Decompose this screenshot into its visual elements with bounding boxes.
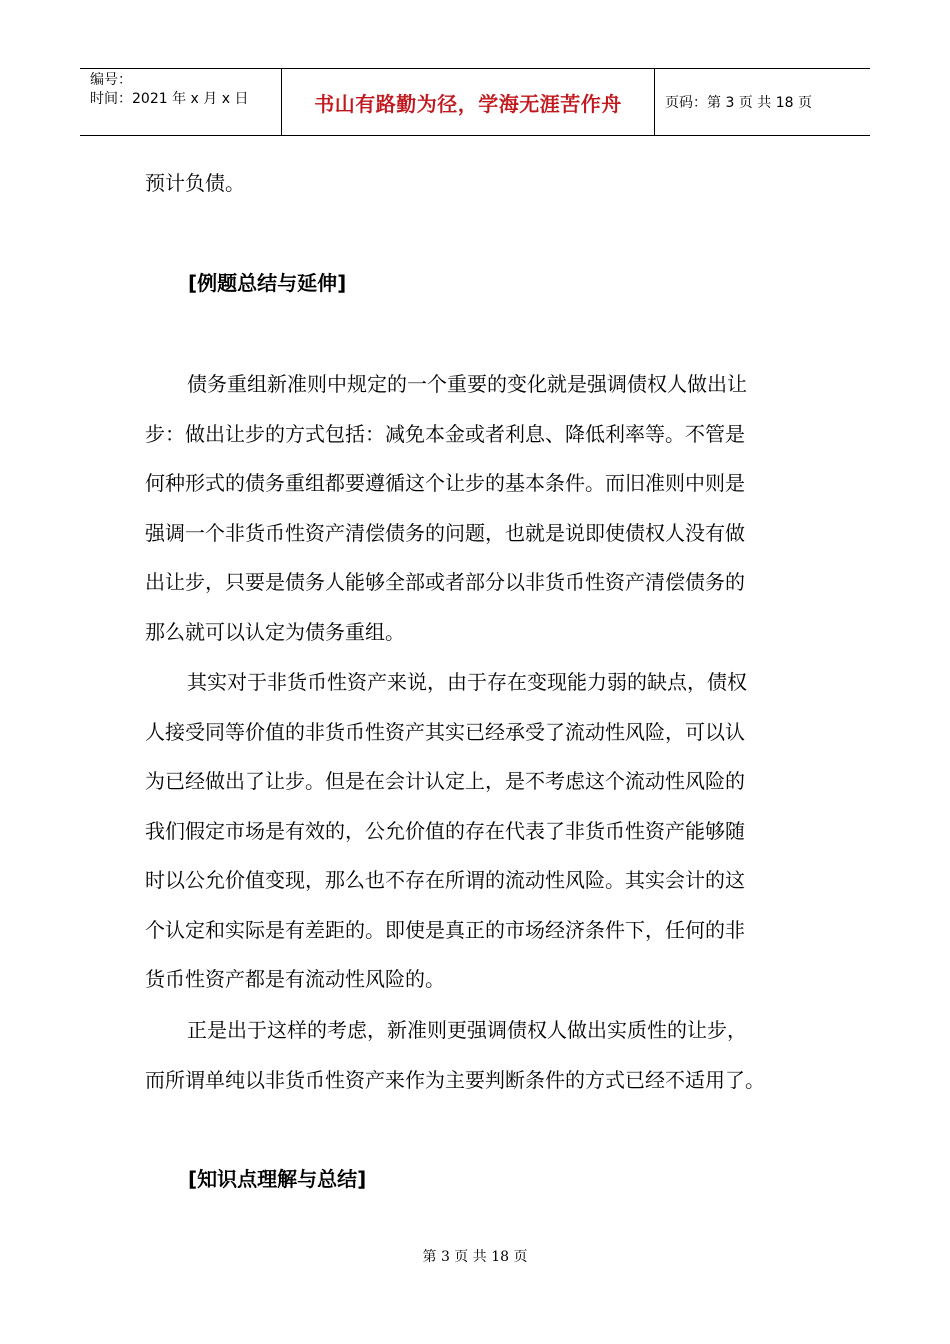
paragraph-line: 出让步，只要是债务人能够全部或者部分以非货币性资产清偿债务的 — [145, 570, 745, 594]
paragraph-line: 那么就可以认定为债务重组。 — [145, 619, 405, 644]
paragraph-1 — [145, 360, 810, 657]
paragraph-line: 为已经做出了让步。但是在会计认定上，是不考虑这个流动性风险的 — [145, 769, 745, 793]
paragraph-line: 货币性资产都是有流动性风险的。 — [145, 967, 445, 991]
paragraph-line: 其实对于非货币性资产来说，由于存在变现能力弱的缺点，债权 — [187, 670, 747, 694]
paragraph-line: 个认定和实际是有差距的。即使是真正的市场经济条件下，任何的非 — [145, 917, 745, 942]
paragraph-line: 何种形式的债务重组都要遵循这个让步的基本条件。而旧准则中则是 — [145, 471, 745, 495]
time-label: 时间：2021 年 x 月 x 日 — [90, 91, 249, 107]
heading-example-summary: [例题总结与延伸] — [188, 271, 347, 295]
header-page-info — [655, 69, 870, 135]
page-footer: 第 3 页 共 18 页 — [422, 1249, 528, 1265]
paragraph-line: 我们假定市场是有效的，公允价值的存在代表了非货币性资产能够随 — [145, 818, 745, 843]
paragraph-2 — [145, 658, 810, 1005]
paragraph-line: 人接受同等价值的非货币性资产其实已经承受了流动性风险，可以认 — [145, 719, 745, 744]
header-meta — [80, 69, 282, 135]
paragraph-line: 步：做出让步的方式包括：减免本金或者利息、降低利率等。不管是 — [145, 421, 745, 446]
paragraph-3 — [145, 1006, 810, 1105]
paragraph-line: 时以公允价值变现，那么也不存在所谓的流动性风险。其实会计的这 — [145, 868, 745, 892]
heading-knowledge-summary: [知识点理解与总结] — [188, 1167, 367, 1191]
paragraph-line: 而所谓单纯以非货币性资产来作为主要判断条件的方式已经不适用了。 — [145, 1067, 765, 1092]
paragraph-line: 债务重组新准则中规定的一个重要的变化就是强调债权人做出让 — [187, 372, 747, 396]
continued-text: 预计负债。 — [145, 171, 245, 195]
motto-text: 书山有路勤为径，学海无涯苦作舟 — [314, 91, 622, 116]
page-info-text: 页码：第 3 页 共 18 页 — [665, 95, 812, 111]
header-motto-cell — [282, 69, 655, 135]
page-header — [80, 68, 870, 136]
number-label: 编号： — [90, 72, 132, 88]
paragraph-line: 正是出于这样的考虑，新准则更强调债权人做出实质性的让步， — [187, 1018, 747, 1042]
paragraph-line: 强调一个非货币性资产清偿债务的问题，也就是说即使债权人没有做 — [145, 520, 745, 545]
